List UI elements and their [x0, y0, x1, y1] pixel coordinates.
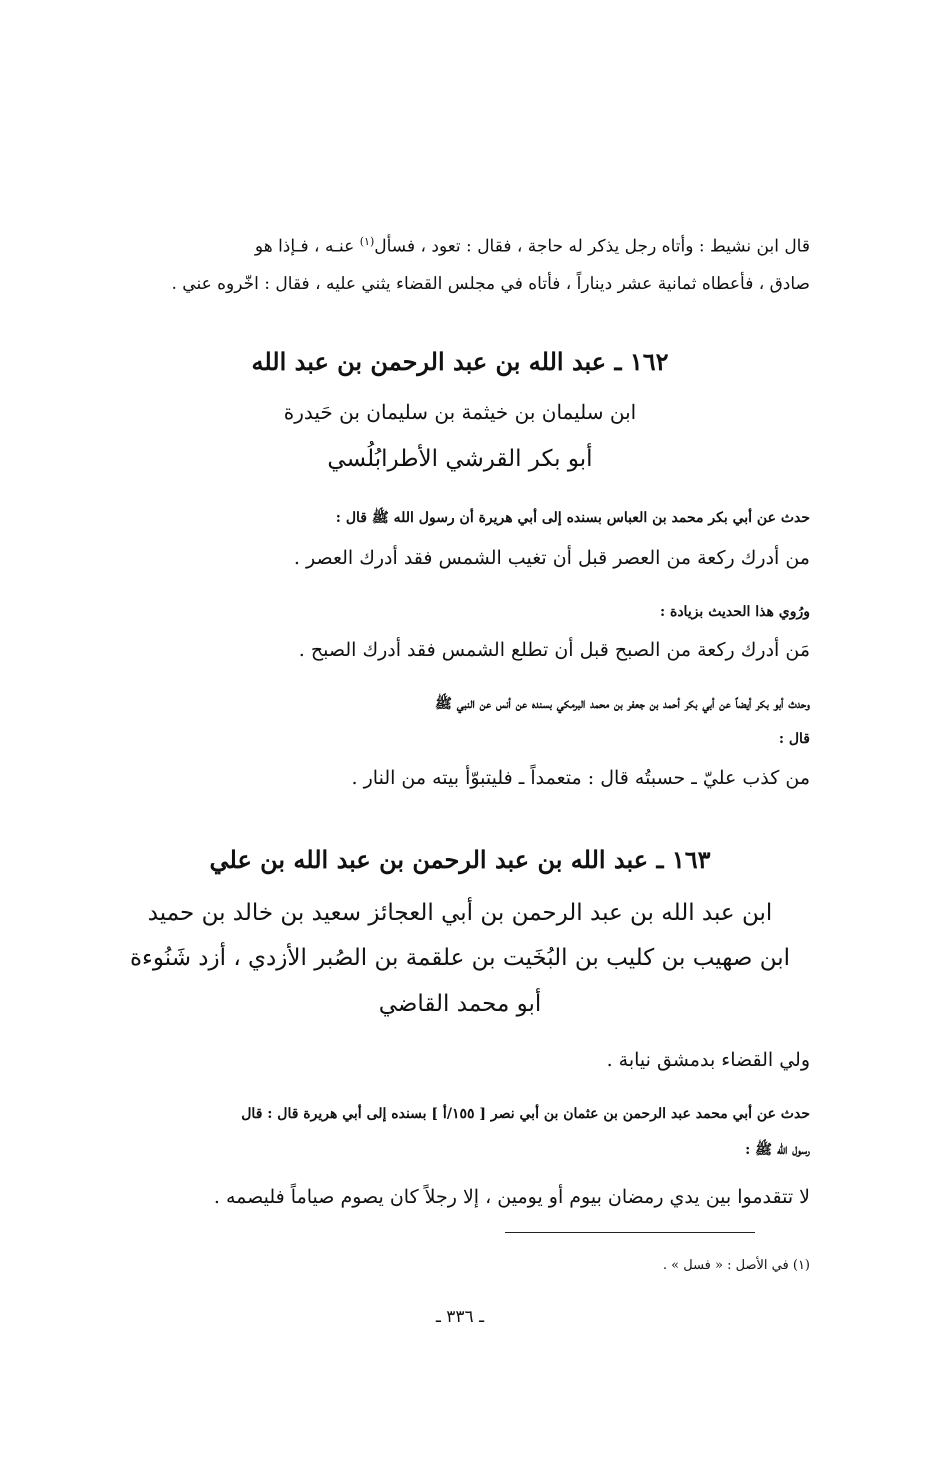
footnote-separator [505, 1232, 755, 1233]
intro-line-1-a: قال ابن نشيط : وأتاه رجل يذكر له حاجة ، فقال : تعود ، فسأل [374, 236, 810, 257]
entry-162-hadith-3: من كذب عليّ ـ حسبتُه قال : متعمداً ـ فليتبوّأ بيته من النار . [351, 767, 810, 789]
entry-162-lineage-1: ابن سليمان بن خيثمة بن سليمان بن حَيدرة [283, 400, 637, 424]
entry-163-isnad-1-line-2: رسول الله ﷺ : [745, 1142, 810, 1158]
intro-line-1 [110, 221, 810, 268]
entry-162-lineage-2: أبو بكر القرشي الأطرابُلُسي [327, 446, 593, 472]
entry-163-heading: ١٦٣ ـ عبد الله بن عبد الرحمن بن عبد الله بن علي [209, 845, 711, 874]
page-number: ـ ٣٣٦ ـ [435, 1307, 485, 1327]
entry-163-lineage-1: ابن عبد الله بن عبد الرحمن بن أبي العجائز سعيد بن خالد بن حميد [147, 900, 773, 926]
entry-162-isnad-2: ورُوي هذا الحديث بزيادة : [659, 604, 810, 620]
entry-162-hadith-2: مَن أدرك ركعة من الصبح قبل أن تطلع الشمس فقد أدرك الصبح . [298, 639, 810, 661]
entry-163-isnad-1-line-1: حدث عن أبي محمد عبد الرحمن بن عثمان بن أبي نصر [ ١٥٥/أ ] بسنده إلى أبي هريرة قال : قال [241, 1106, 810, 1122]
entry-163-note: ولي القضاء بدمشق نيابة . [606, 1049, 810, 1071]
entry-162-heading: ١٦٢ ـ عبد الله بن عبد الرحمن بن عبد الله [251, 347, 669, 376]
intro-line-2: صادق ، فأعطاه ثمانية عشر ديناراً ، فأتاه في مجلس القضاء يثني عليه ، فقال : اخّروه عني . [171, 274, 810, 294]
footnote-reference: (١) [359, 235, 375, 248]
entry-162-isnad-1: حدث عن أبي بكر محمد بن العباس بسنده إلى أبي هريرة أن رسول الله ﷺ قال : [335, 510, 810, 526]
intro-line-1-b: عنـه ، فـإذا هو [254, 236, 360, 257]
entry-162-isnad-3-line-2: قال : [778, 731, 810, 747]
entry-162-isnad-3-line-1: وحدث أبو بكر أيضاً عن أبي بكر أحمد بن جعفر بن محمد البرمكي بسنده عن أنس عن النبي ﷺ [434, 696, 810, 712]
entry-163-lineage-2: ابن صهيب بن كليب بن البُخَيت بن علقمة بن الصُبر الأزدي ، أزد شَنُوءة [130, 945, 790, 971]
entry-163-lineage-3: أبو محمد القاضي [378, 991, 542, 1017]
footnote-1: (١) في الأصل : « فسل » . [662, 1258, 810, 1273]
entry-162-hadith-1: من أدرك ركعة من العصر قبل أن تغيب الشمس فقد أدرك العصر . [293, 547, 810, 569]
entry-163-hadith-1: لا تتقدموا بين يدي رمضان بيوم أو يومين ، إلا رجلاً كان يصوم صياماً فليصمه . [213, 1186, 810, 1208]
